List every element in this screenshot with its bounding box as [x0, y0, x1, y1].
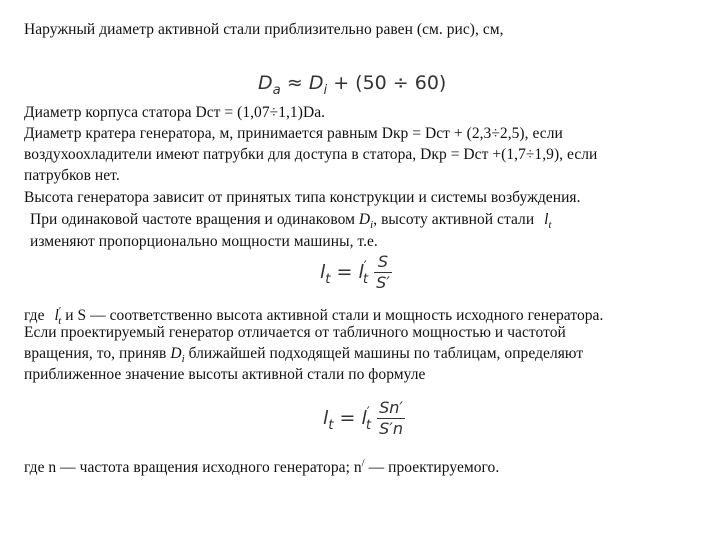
formula-height-power-speed: $l_t = l'_t$ $\frac{Sn'}{S'n}$: [323, 398, 404, 438]
text-line: Высота генератора зависит от принятых типа конструкции и системы возбуждения.: [24, 189, 581, 206]
text-line: изменяют пропорционально мощности машины, т.е.: [30, 233, 378, 250]
text-line: Если проектируемый генератор отличается от табличного мощностью и частотой: [24, 324, 566, 341]
text-line: Наружный диаметр активной стали приблизительно равен (см. рис), см,: [24, 21, 504, 38]
text-line: где $l'_t$ и S — соответственно высота активной стали и мощность исходного генератора.: [24, 305, 604, 328]
formula-height-power: $l_t = l'_t$ $\frac{S}{S'}$: [320, 252, 390, 292]
fraction: $\frac{S}{S'}$: [376, 252, 390, 292]
text-line: Диаметр корпуса статора Dст = (1,07÷1,1)Dа.: [24, 104, 326, 121]
text-line: Диаметр кратера генератора, м, принимается равным Dкр = Dст + (2,3÷2,5), если: [24, 125, 563, 142]
text-line: приближенное значение высоты активной стали по формуле: [24, 366, 426, 383]
text-line: патрубков нет.: [24, 167, 120, 184]
text-line: где n — частота вращения исходного генератора; n/ — проектируемого.: [24, 457, 500, 477]
text-line: вращения, то, приняв $D_i$ ближайшей подходящей машины по таблицам, определяют: [24, 345, 584, 366]
formula-outer-diameter: $D_a \approx D_i + (50 \div 60)$: [258, 72, 447, 98]
text-line: При одинаковой частоте вращения и одинаковом $D_i$, высоту активной стали $l_t$: [30, 211, 552, 232]
fraction: $\frac{Sn'}{S'n}$: [379, 398, 404, 438]
text-line: воздухоохладители имеют патрубки для доступа в статора, Dкр = Dст +(1,7÷1,9), если: [24, 146, 598, 163]
